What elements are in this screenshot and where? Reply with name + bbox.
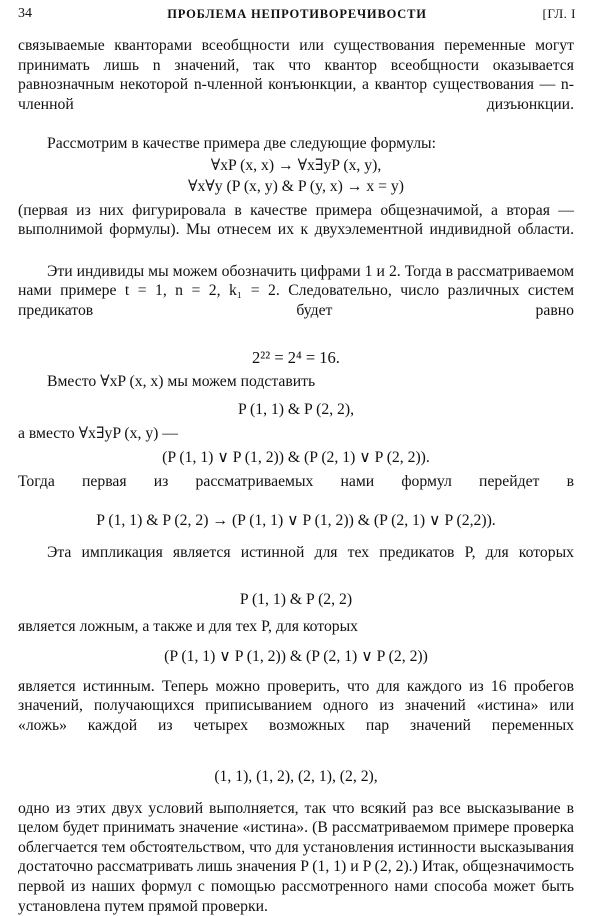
paragraph: одно из этих двух условий выполняется, так что всякий раз все высказывание в целом будет принимать значение «истина». (В рассматриваемом примере проверка облегчается тем обстоятельством, что для установления истинности высказывания достаточно рассматривать лишь значения P (1, 1) и P (2, 2).) Итак, общезначимость первой из наших формул с помощью рассмотренного нами способа может быть установлена путем прямой проверки. <box>18 799 574 915</box>
formula: P (1, 1) & P (2, 2) <box>239 590 353 608</box>
chapter-label: [ГЛ. I <box>542 6 576 21</box>
running-title: ПРОБЛЕМА НЕПРОТИВОРЕЧИВОСТИ <box>167 7 427 21</box>
paragraph: Тогда первая из рассматриваемых нами формул перейдет в <box>18 472 574 490</box>
formula: (P (1, 1) ∨ P (1, 2)) & (P (2, 1) ∨ P (2, 2)). <box>162 449 430 467</box>
page-number: 34 <box>18 6 32 21</box>
formula: ∀xP (x, x) → ∀x∃yP (x, y), <box>210 156 382 174</box>
paragraph: Рассмотрим в качестве примера две следующие формулы: <box>47 134 436 152</box>
paragraph: является истинным. Теперь можно проверить, что для каждого из 16 пробегов значений, получающихся приписыванием одного из значений «истина» или «ложь» каждой из четырех возможных пар значений переменных <box>18 677 574 734</box>
paragraph: Эта импликация является истинной для тех предикатов P, для которых <box>47 543 574 561</box>
formula: ∀x∀y (P (x, y) & P (y, x) → x = y) <box>187 178 404 196</box>
paragraph: а вместо ∀x∃yP (x, y) — <box>18 424 178 442</box>
formula: (P (1, 1) ∨ P (1, 2)) & (P (2, 1) ∨ P (2, 2)) <box>164 648 428 666</box>
formula: P (1, 1) & P (2, 2) → (P (1, 1) ∨ P (1, 2)) & (P (2, 1) ∨ P (2,2)). <box>96 512 496 530</box>
formula: (1, 1), (1, 2), (2, 1), (2, 2), <box>214 768 378 785</box>
page-body <box>18 36 574 916</box>
paragraph: Вместо ∀xP (x, x) мы можем подставить <box>47 372 316 390</box>
paragraph: (первая из них фигурировала в качестве примера общезначимой, а вторая — выполнимой формулы). Мы отнесем их к двухэлементной индивидной области. <box>18 201 574 239</box>
running-header <box>18 6 576 26</box>
paragraph: является ложным, а также и для тех P, для которых <box>18 618 359 636</box>
formula: 2²² = 2⁴ = 16. <box>252 347 340 367</box>
paragraph: Эти индивиды мы можем обозначить цифрами 1 и 2. Тогда в рассматриваемом нами примере t = 1, n = 2, k₁ = 2. Следовательно, число различных систем предикатов будет равно <box>18 262 574 319</box>
paragraph: связываемые кванторами всеобщности или существования переменные могут принимать лишь n значений, так что квантор всеобщности оказывается равнозначным некоторой n-членной конъюнкции, а квантор существования — n-членной дизъюнкции. <box>18 37 574 113</box>
formula: P (1, 1) & P (2, 2), <box>237 401 355 419</box>
